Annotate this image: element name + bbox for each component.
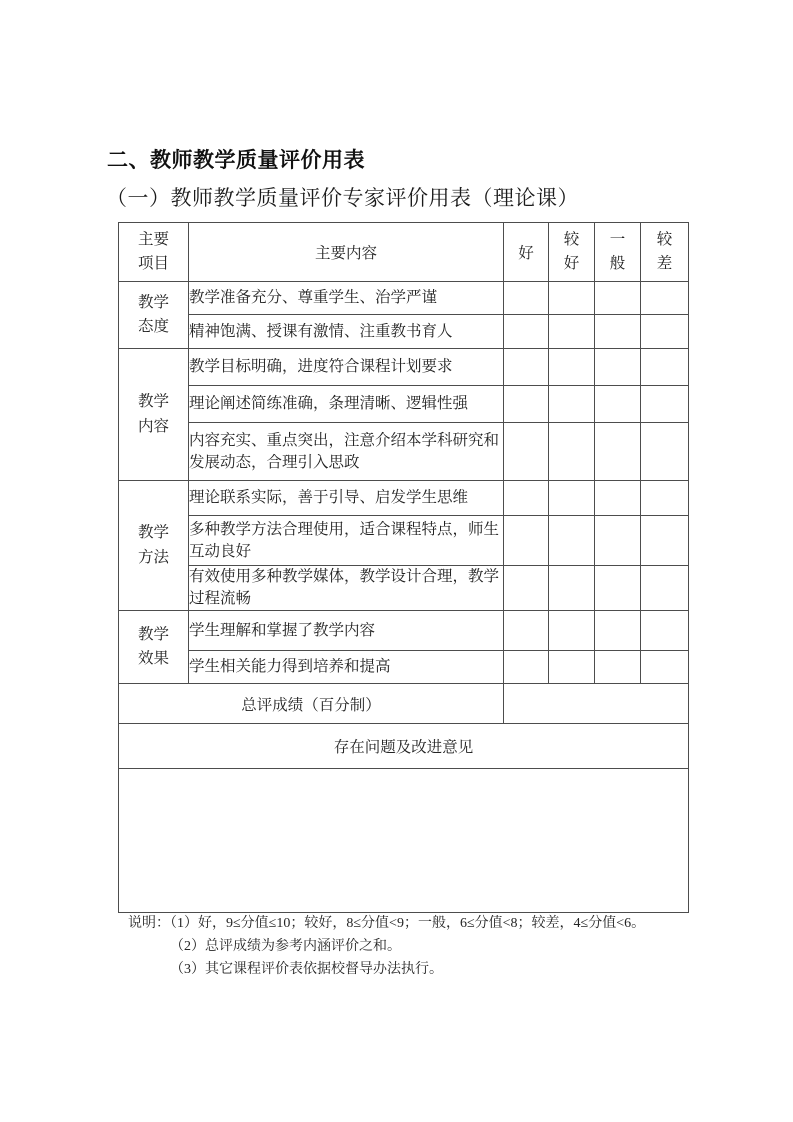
- page-title: 二、教师教学质量评价用表: [107, 149, 365, 172]
- rating-cell: [595, 386, 641, 423]
- rating-cell: [504, 566, 549, 611]
- table-row: [119, 282, 689, 315]
- header-rating-good: 好: [504, 223, 549, 282]
- table-row: [119, 566, 689, 611]
- note-line-1: [128, 912, 688, 935]
- content-cell: 理论联系实际，善于引导、启发学生思维: [189, 481, 504, 516]
- header-main-project: [119, 223, 189, 282]
- problems-header-row: [119, 724, 689, 769]
- table-row: [119, 516, 689, 566]
- content-cell: 教学目标明确，进度符合课程计划要求: [189, 349, 504, 386]
- rating-cell: [549, 423, 595, 481]
- rating-cell: [595, 349, 641, 386]
- rating-cell: [549, 386, 595, 423]
- rating-cell: [549, 611, 595, 651]
- rating-cell: [504, 611, 549, 651]
- rating-cell: [504, 516, 549, 566]
- header-main-project-label: 主要项目: [137, 230, 169, 272]
- rating-cell: [504, 386, 549, 423]
- header-rating-average: [595, 223, 641, 282]
- header-rating-poor-label: 较差: [656, 230, 673, 272]
- group-content-label: 教学内容: [137, 393, 169, 435]
- rating-cell: [595, 516, 641, 566]
- rating-cell: [549, 282, 595, 315]
- rating-cell: [549, 651, 595, 684]
- header-rating-poor: [641, 223, 689, 282]
- rating-cell: [641, 611, 689, 651]
- total-score-row: [119, 684, 689, 724]
- rating-cell: [549, 315, 595, 349]
- rating-cell: [504, 651, 549, 684]
- notes-label: 说明：: [128, 916, 170, 931]
- table-row: [119, 386, 689, 423]
- table-row: [119, 481, 689, 516]
- group-attitude-label: 教学态度: [137, 293, 169, 335]
- group-cell-effect: [119, 611, 189, 684]
- rating-cell: [504, 423, 549, 481]
- rating-cell: [641, 282, 689, 315]
- table-row: [119, 349, 689, 386]
- group-cell-attitude: [119, 282, 189, 349]
- rating-cell: [595, 566, 641, 611]
- group-cell-method: [119, 481, 189, 611]
- rating-cell: [641, 386, 689, 423]
- rating-cell: [641, 349, 689, 386]
- table-row: [119, 423, 689, 481]
- header-rating-average-label: 一般: [609, 230, 626, 272]
- content-cell: 学生相关能力得到培养和提高: [189, 651, 504, 684]
- note-item-1: （1）好，9≤分值≤10；较好，8≤分值<9；一般，6≤分值<8；较差，4≤分值<6。: [170, 916, 646, 931]
- header-rating-fairly-good-label: 较好: [563, 230, 580, 272]
- rating-cell: [504, 315, 549, 349]
- group-effect-label: 教学效果: [137, 625, 169, 667]
- content-cell: 理论阐述简练准确，条理清晰、逻辑性强: [189, 386, 504, 423]
- group-cell-content: [119, 349, 189, 481]
- header-main-content: 主要内容: [189, 223, 504, 282]
- content-cell: 内容充实、重点突出，注意介绍本学科研究和发展动态，合理引入思政: [189, 423, 504, 481]
- rating-cell: [595, 282, 641, 315]
- problems-blank-row: [119, 769, 689, 913]
- rating-cell: [641, 651, 689, 684]
- note-line-3: （3）其它课程评价表依据校督导办法执行。: [170, 962, 443, 977]
- total-score-label: 总评成绩（百分制）: [119, 684, 504, 724]
- rating-cell: [595, 481, 641, 516]
- rating-cell: [641, 481, 689, 516]
- rating-cell: [641, 423, 689, 481]
- comments-blank-area: [119, 769, 689, 913]
- rating-cell: [549, 481, 595, 516]
- rating-cell: [504, 481, 549, 516]
- group-method-label: 教学方法: [137, 524, 169, 566]
- header-rating-fairly-good: [549, 223, 595, 282]
- rating-cell: [641, 566, 689, 611]
- rating-cell: [595, 611, 641, 651]
- table-header-row: [119, 223, 689, 282]
- content-cell: 教学准备充分、尊重学生、治学严谨: [189, 282, 504, 315]
- rating-cell: [504, 349, 549, 386]
- notes-block: [128, 912, 688, 981]
- content-cell: 有效使用多种教学媒体，教学设计合理，教学过程流畅: [189, 566, 504, 611]
- section-subtitle: （一）教师教学质量评价专家评价用表（理论课）: [106, 186, 579, 210]
- rating-cell: [549, 516, 595, 566]
- content-cell: 精神饱满、授课有激情、注重教书育人: [189, 315, 504, 349]
- table-row: [119, 651, 689, 684]
- rating-cell: [549, 349, 595, 386]
- rating-cell: [504, 282, 549, 315]
- content-cell: 多种教学方法合理使用，适合课程特点，师生互动良好: [189, 516, 504, 566]
- rating-cell: [595, 315, 641, 349]
- content-cell: 学生理解和掌握了教学内容: [189, 611, 504, 651]
- note-line-2: （2）总评成绩为参考内涵评价之和。: [170, 939, 401, 954]
- table-row: [119, 611, 689, 651]
- rating-cell: [595, 423, 641, 481]
- rating-cell: [641, 315, 689, 349]
- problems-label: 存在问题及改进意见: [119, 724, 689, 769]
- total-score-value-cell: [504, 684, 689, 724]
- rating-cell: [595, 651, 641, 684]
- rating-cell: [549, 566, 595, 611]
- evaluation-table: [118, 222, 689, 913]
- rating-cell: [641, 516, 689, 566]
- table-row: [119, 315, 689, 349]
